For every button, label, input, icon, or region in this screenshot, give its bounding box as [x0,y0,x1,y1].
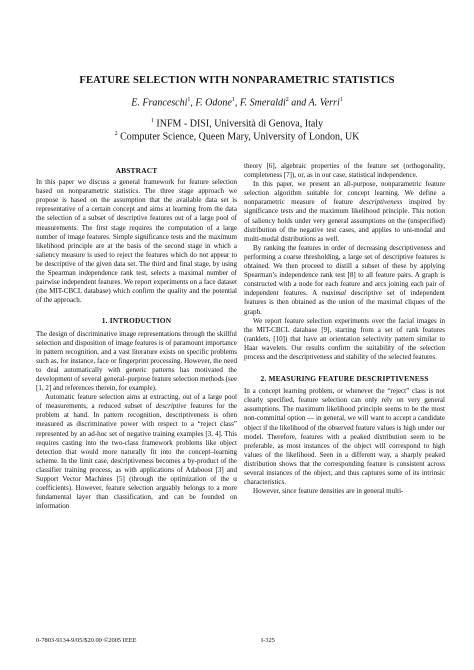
affiliation-line [0,118,474,129]
author-affiliation-mark: 1 [231,97,235,103]
affiliation-text: Computer Science, Queen Mary, University of London, UK [120,131,360,143]
abstract-heading: ABSTRACT [115,166,158,175]
author-name: F. Smeraldi [239,97,286,109]
affiliation-mark: 1 [150,118,154,124]
copyright-notice: 0-7803-9134-9/05/$20.00 ©2005 IEEE [36,637,137,644]
intro-paragraph [36,393,237,511]
left-column [36,162,237,511]
affiliation-mark: 2 [114,131,118,137]
author-affiliation-mark: 1 [187,97,191,103]
author-list: E. Franceschi$^1$, F. Odone$^1$, F. Smeraldi$^2$ and A. Verri$^1$ [131,97,343,109]
intro-paragraph: The design of discriminative image representations through the skillful selection and disposition of image features is of paramount importance in pattern recognition, and a vast literature exists on specific problems such as, for instance, face or fingerprint processing. However, the need to deal automatically with generic patterns has motivated the development of several general–purpose feature selection methods (see [1, 2] and references therein, for example). [36,329,237,393]
emphasis-term: descriptiveness [359,198,403,207]
emphasis-term: descriptive [155,402,187,411]
author-name: E. Franceschi [131,97,188,109]
measuring-heading: 2. MEASURING FEATURE DESCRIPTIVENESS [260,374,429,384]
intro-paragraph [244,244,445,317]
intro-text-run: features for the problem at hand. In pattern recognition, descriptiveness is often measured as discriminative power with respect to a “reject class” represented by an ad-hoc set of negative training examples [3, 4]. This requires casting into the two-class framework problems like object detection that would more naturally fit into the concept–learning scheme. In the limit case, descriptiveness becomes a by-product of the classifier training process, as with applications of Adaboost [3] and Support Vector Machines [5] (through the optimization of the α coefficients). However, feature selection arguably belongs to a more fundamental layer than classification, and can be founded on information [36,402,237,511]
intro-paragraph: theory [6], algebraic properties of the feature set (orthogonality, completeness [7]), or, as in our case, statistical independence. [244,162,445,180]
intro-text-run: descriptive set of independent features is then obtained as the union of the maximal cliques of the graph. [244,289,445,316]
author-name: F. Odone [195,97,232,109]
emphasis-term: maximal [321,289,347,298]
measuring-paragraph: However, since feature densities are in general multi- [253,487,404,496]
measuring-paragraph: In a concept learning problem, or whenever the “reject” class is not clearly specified, feature selection can only rely on very general assumptions. The maximum likelihood principle seems to be the most non-committal option — in general, we will want to accept a candidate object if the likelihood of the observed feature values is high under our model. Therefore, features with a peaked distribution seem to be preferable, as most instances of the object will correspond to high values of the likelihood. Seen in a different way, a sharply peaked distribution shows that the corresponding feature is consistent across several instances of the object, and thus captures some of its intrinsic characteristics. [244,387,445,487]
page-number: I-325 [261,637,275,644]
intro-paragraph [244,180,445,244]
intro-text-run: inspired by significance tests and the maximum likelihood principle. This notion of saliency holds under very general assumptions on the (unspecified) distribution of the negative test cases, and applies to uni-modal and multi-modal distributions as well. [244,198,445,243]
intro-text-run: Automatic feature selection aims at extracting, out of a large pool of measurements, a reduced subset of [36,393,237,411]
author-affiliation-mark: 2 [285,97,289,103]
paper-title: FEATURE SELECTION WITH NONPARAMETRIC STATISTICS [79,75,395,86]
intro-text-run: By ranking the features in order of decreasing descriptiveness and performing a coarse thresholding, a large set of descriptive features is obtained. We then proceed to distill a subset of these by applying Spearman’s independence rank test [8] to all feature pairs. A graph is constructed with a node for each feature and arcs joining each pair of independent features. A [244,243,445,298]
intro-text-run: In this paper, we present an all-purpose, nonparametric feature selection algorithm suitable for concept learning. We define a nonparametric measure of feature [244,180,445,207]
right-column [244,162,445,496]
intro-paragraph: We report feature selection experiments over the facial images in the MIT-CBCL database [9], starting from a set of rank features (ranklets, [10]) that have an orientation selectivity pattern similar to Haar wavelets. Our results confirm the suitability of the selection process and the descriptiveness and stability of the selected features. [244,316,445,361]
author-name: A. Verri [308,97,340,109]
affiliation-line [0,131,474,142]
introduction-heading: 1. INTRODUCTION [101,316,172,326]
author-conjunction: and [291,97,307,109]
author-affiliation-mark: 1 [339,97,343,103]
abstract-text: In this paper we discuss a general framework for feature selection based on nonparametric statistics. The three stage approach we propose is based on the assumption that the available data set is representative of a certain concept and aims at learning from the data the selection of a subset of descriptive features out of a large pool of measurements. The first stage requires the computation of a large number of image features. Simple significance tests and the maximum likelihood principle are at the basis of the second stage in which a saliency measure is used to reject the features which do not appear to be descriptive of the given data set. The third and final stage, by using the Spearman independence rank test, selects a maximal number of pairwise independent features. We report experiments on a face dataset (the MIT-CBCL database) which confirm the quality and the potential of the approach. [36,178,237,305]
affiliation-text: INFM - DISI, Università di Genova, Italy [156,118,324,130]
